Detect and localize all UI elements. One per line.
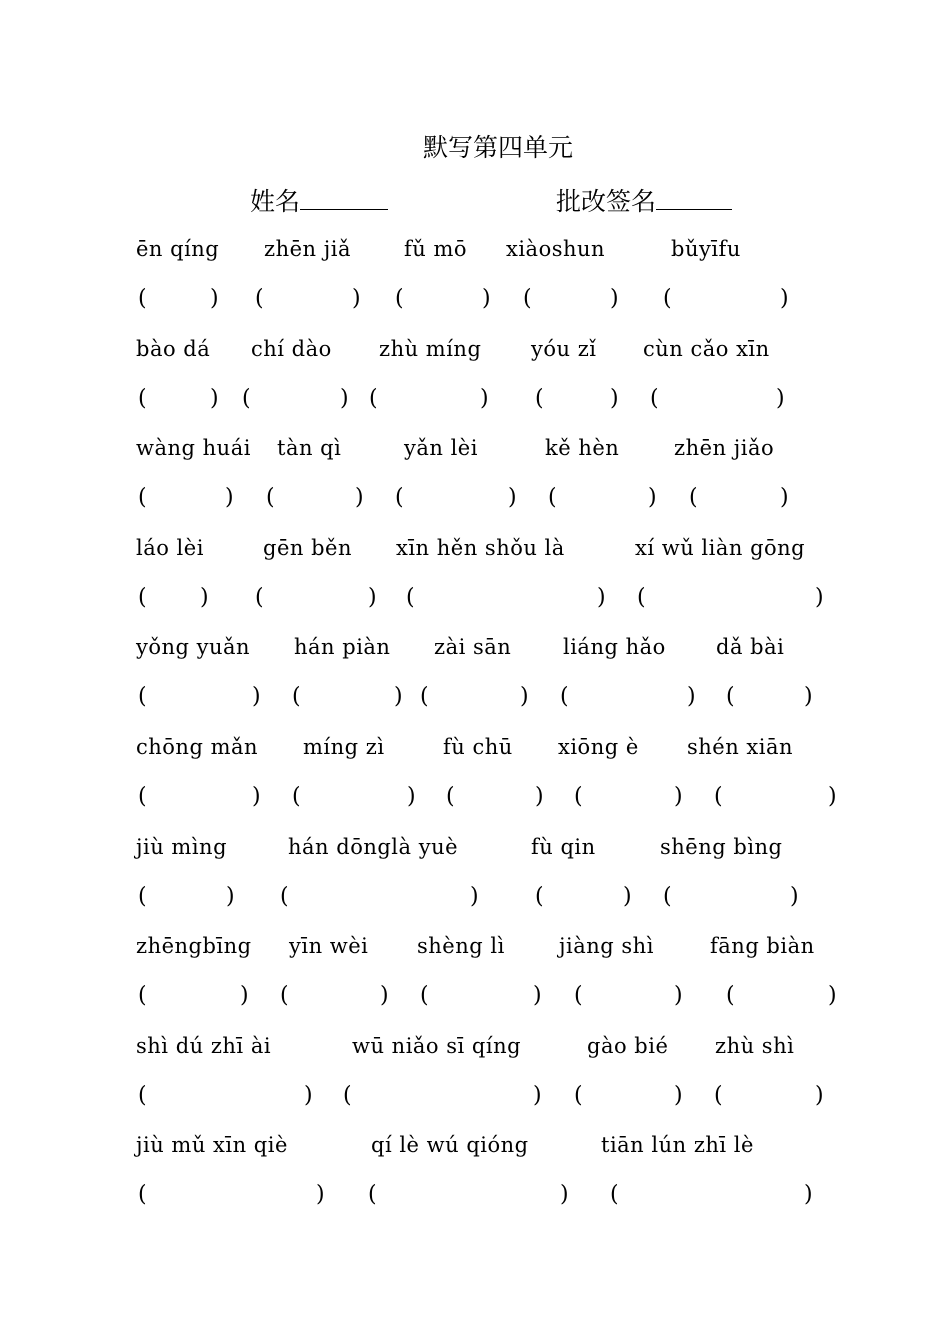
close-paren: ) [610,386,619,411]
answer-row [0,881,950,913]
pinyin-word: jiàng shì [559,934,654,958]
answer-row [0,980,950,1012]
open-paren: ( [637,585,646,610]
open-paren: ( [663,286,672,311]
pinyin-word: xí wǔ liàn gōng [635,536,806,560]
pinyin-word: míng zì [303,735,385,759]
pinyin-word: tàn qì [277,436,342,460]
answer-row [0,482,950,514]
open-paren: ( [574,983,583,1008]
open-paren: ( [368,1182,377,1207]
pinyin-word: jiù mǔ xīn qiè [136,1133,288,1157]
close-paren: ) [482,286,491,311]
answer-row [0,781,950,813]
answer-row [0,383,950,415]
close-paren: ) [560,1182,569,1207]
pinyin-word: wū niǎo sī qíng [352,1034,522,1058]
answer-row [0,1080,950,1112]
pinyin-word: zhēngbīng [136,934,252,958]
open-paren: ( [343,1083,352,1108]
close-paren: ) [407,784,416,809]
close-paren: ) [226,884,235,909]
open-paren: ( [689,485,698,510]
close-paren: ) [790,884,799,909]
close-paren: ) [815,585,824,610]
open-paren: ( [280,983,289,1008]
pinyin-word: shì dú zhī ài [136,1034,272,1058]
pinyin-row [0,432,950,464]
pinyin-row [0,532,950,564]
open-paren: ( [610,1182,619,1207]
close-paren: ) [597,585,606,610]
pinyin-word: hán dōnglà yuè [288,835,459,859]
close-paren: ) [380,983,389,1008]
close-paren: ) [674,1083,683,1108]
pinyin-word: fù chū [443,735,513,759]
pinyin-word: bào dá [136,337,211,361]
close-paren: ) [776,386,785,411]
pinyin-row [0,233,950,265]
open-paren: ( [138,884,147,909]
pinyin-word: zhēn jiǎ [264,237,351,261]
open-paren: ( [138,386,147,411]
grader-signature-field [556,183,732,219]
close-paren: ) [210,286,219,311]
open-paren: ( [255,585,264,610]
open-paren: ( [138,485,147,510]
answer-row [0,1179,950,1211]
pinyin-word: liáng hǎo [563,635,666,659]
pinyin-row [0,333,950,365]
close-paren: ) [533,983,542,1008]
open-paren: ( [255,286,264,311]
close-paren: ) [533,1083,542,1108]
pinyin-word: fǔ mō [404,237,468,261]
close-paren: ) [316,1182,325,1207]
close-paren: ) [780,286,789,311]
open-paren: ( [523,286,532,311]
close-paren: ) [240,983,249,1008]
close-paren: ) [252,684,261,709]
open-paren: ( [420,983,429,1008]
pinyin-word: gào bié [587,1034,669,1058]
open-paren: ( [138,1083,147,1108]
student-name-field [250,183,388,219]
pinyin-row [0,930,950,962]
open-paren: ( [535,884,544,909]
open-paren: ( [535,386,544,411]
open-paren: ( [548,485,557,510]
close-paren: ) [610,286,619,311]
pinyin-word: yóu zǐ [531,337,597,361]
pinyin-row [0,831,950,863]
pinyin-row [0,631,950,663]
open-paren: ( [138,784,147,809]
pinyin-word: fù qin [531,835,596,859]
close-paren: ) [340,386,349,411]
open-paren: ( [138,684,147,709]
pinyin-row [0,731,950,763]
worksheet-title: 默写第四单元 [422,133,573,162]
grader-label: 批改签名 [556,187,657,216]
open-paren: ( [726,684,735,709]
pinyin-word: shén xiān [687,735,794,759]
close-paren: ) [815,1083,824,1108]
pinyin-word: bǔyīfu [671,237,741,261]
open-paren: ( [446,784,455,809]
pinyin-word: zhēn jiǎo [674,436,775,460]
close-paren: ) [804,684,813,709]
pinyin-row [0,1129,950,1161]
open-paren: ( [292,684,301,709]
close-paren: ) [304,1083,313,1108]
close-paren: ) [200,585,209,610]
answer-row [0,582,950,614]
pinyin-word: chōng mǎn [136,735,259,759]
pinyin-word: wàng huái [136,436,251,460]
pinyin-word: cùn cǎo xīn [643,337,770,361]
open-paren: ( [138,983,147,1008]
close-paren: ) [687,684,696,709]
pinyin-word: yǒng yuǎn [136,635,251,659]
pinyin-word: zhù míng [379,337,482,361]
close-paren: ) [623,884,632,909]
open-paren: ( [395,485,404,510]
pinyin-word: chí dào [251,337,332,361]
open-paren: ( [395,286,404,311]
open-paren: ( [369,386,378,411]
open-paren: ( [714,1083,723,1108]
pinyin-word: shēng bìng [660,835,783,859]
close-paren: ) [352,286,361,311]
pinyin-word: láo lèi [136,536,204,560]
close-paren: ) [355,485,364,510]
close-paren: ) [470,884,479,909]
open-paren: ( [138,1182,147,1207]
pinyin-word: yǎn lèi [404,436,478,460]
name-label: 姓名 [250,187,301,216]
close-paren: ) [828,983,837,1008]
open-paren: ( [714,784,723,809]
pinyin-word: hán piàn [294,635,391,659]
close-paren: ) [394,684,403,709]
close-paren: ) [780,485,789,510]
pinyin-word: fāng biàn [710,934,815,958]
close-paren: ) [210,386,219,411]
close-paren: ) [648,485,657,510]
name-blank[interactable] [300,183,388,210]
close-paren: ) [252,784,261,809]
close-paren: ) [828,784,837,809]
pinyin-row [0,1030,950,1062]
close-paren: ) [520,684,529,709]
open-paren: ( [138,286,147,311]
pinyin-word: zhù shì [715,1034,795,1058]
pinyin-word: tiān lún zhī lè [601,1133,754,1157]
pinyin-word: shèng lì [417,934,505,958]
grader-blank[interactable] [656,183,732,210]
close-paren: ) [225,485,234,510]
pinyin-word: ēn qíng [136,237,220,261]
open-paren: ( [574,1083,583,1108]
open-paren: ( [574,784,583,809]
pinyin-word: xīn hěn shǒu là [396,536,565,560]
open-paren: ( [406,585,415,610]
open-paren: ( [663,884,672,909]
open-paren: ( [292,784,301,809]
pinyin-word: dǎ bài [716,635,785,659]
pinyin-word: xiōng è [558,735,639,759]
close-paren: ) [508,485,517,510]
close-paren: ) [674,983,683,1008]
close-paren: ) [368,585,377,610]
open-paren: ( [280,884,289,909]
open-paren: ( [560,684,569,709]
pinyin-word: gēn běn [263,536,352,560]
pinyin-word: qí lè wú qióng [371,1133,529,1157]
pinyin-word: xiàoshun [506,237,606,261]
open-paren: ( [266,485,275,510]
pinyin-word: zài sān [434,635,512,659]
answer-row [0,283,950,315]
pinyin-word: kě hèn [545,436,620,460]
pinyin-word: jiù mìng [136,835,228,859]
close-paren: ) [674,784,683,809]
open-paren: ( [138,585,147,610]
close-paren: ) [535,784,544,809]
open-paren: ( [242,386,251,411]
close-paren: ) [480,386,489,411]
close-paren: ) [804,1182,813,1207]
open-paren: ( [420,684,429,709]
answer-row [0,681,950,713]
open-paren: ( [726,983,735,1008]
open-paren: ( [650,386,659,411]
pinyin-word: yīn wèi [289,934,369,958]
